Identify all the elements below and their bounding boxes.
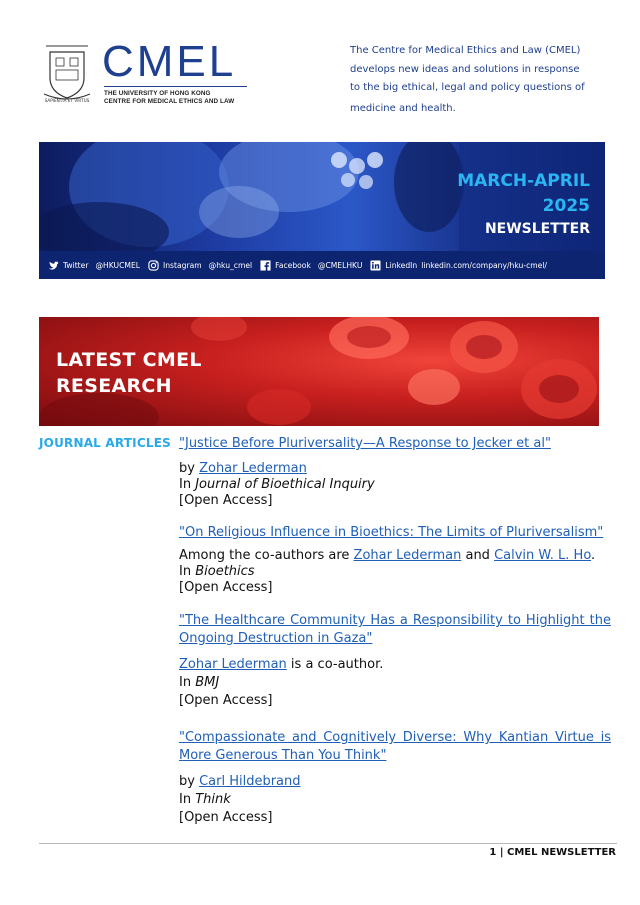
newsletter-banner (39, 142, 605, 251)
linkedin-link[interactable] (370, 260, 547, 271)
linkedin-handle: linkedin.com/company/hku-cmel/ (421, 260, 547, 270)
article-meta (179, 461, 611, 509)
facebook-icon (260, 260, 271, 271)
by-text: by (179, 461, 200, 476)
article-title-link[interactable]: Ongoing Destruction in Gaza" (179, 631, 373, 646)
journal-name: BMJ (195, 675, 220, 690)
hku-crest-logo (42, 42, 92, 104)
article-title-link[interactable]: "Compassionate and Cognitively Diverse: Why Kantian Virtue is (179, 730, 611, 745)
coauthors-prefix: Among the co-authors are (179, 548, 354, 563)
instagram-icon (148, 260, 159, 271)
journal-name: Think (195, 792, 231, 807)
article-item (179, 436, 611, 452)
twitter-icon (48, 260, 59, 271)
research-banner (39, 317, 599, 426)
footer-divider (39, 843, 617, 844)
article-meta (179, 548, 611, 596)
social-links-bar (39, 251, 605, 279)
author-link[interactable]: Calvin W. L. Ho (494, 548, 592, 563)
instagram-label: Instagram (162, 260, 202, 270)
facebook-label: Facebook (275, 260, 311, 270)
open-access-label: [Open Access] (179, 493, 273, 508)
crest-motto: SAPIENTIA ET VIRTUS (44, 98, 90, 103)
journal-name: Journal of Bioethical Inquiry (195, 477, 375, 492)
article-title-link[interactable]: "The Healthcare Community Has a Responsibility to Highlight the (179, 613, 611, 628)
author-link[interactable]: Zohar Lederman (199, 461, 307, 476)
twitter-link[interactable] (48, 260, 140, 271)
article-title-link[interactable]: "On Religious Influence in Bioethics: The Limits of Pluriversalism" (179, 525, 604, 540)
logo-subtitle-centre: CENTRE FOR MEDICAL ETHICS AND LAW (104, 98, 235, 105)
open-access-label: [Open Access] (179, 580, 273, 595)
article-meta (179, 656, 611, 710)
linkedin-icon (370, 260, 381, 271)
in-text: In (179, 477, 196, 492)
logo-subtitle (104, 90, 234, 106)
author-link[interactable]: Carl Hildebrand (199, 774, 301, 789)
facebook-link[interactable] (260, 260, 362, 271)
article-title-link[interactable]: "Justice Before Pluriversality—A Response to Jecker et al" (179, 436, 551, 451)
facebook-handle: @CMELHKU (317, 260, 363, 270)
centre-tagline (350, 42, 610, 118)
linkedin-label: LinkedIn (385, 260, 418, 270)
journal-articles-label: JOURNAL ARTICLES (39, 436, 171, 450)
coauthor-suffix: is a co-author. (286, 657, 384, 672)
author-link[interactable]: Zohar Lederman (179, 657, 287, 672)
logo-divider (104, 86, 247, 87)
twitter-handle: @HKUCMEL (95, 260, 140, 270)
tagline-line: develops new ideas and solutions in response (350, 63, 580, 75)
research-title-line1: LATEST CMEL (56, 349, 202, 371)
period-text: . (591, 548, 596, 563)
logo-subtitle-university: THE UNIVERSITY OF HONG KONG (104, 90, 211, 97)
banner-months: MARCH-APRIL (457, 171, 590, 191)
tagline-line: to the big ethical, legal and policy questions of (350, 82, 585, 93)
tagline-line: medicine and health. (350, 102, 456, 114)
in-text: In (179, 675, 196, 690)
instagram-handle: @hku_cmel (208, 260, 253, 270)
open-access-label: [Open Access] (179, 810, 273, 825)
journal-name: Bioethics (195, 564, 255, 579)
tagline-line: The Centre for Medical Ethics and Law (CMEL) (350, 45, 581, 56)
and-text: and (461, 548, 495, 563)
open-access-label: [Open Access] (179, 693, 273, 708)
banner-newsletter-label: NEWSLETTER (484, 221, 590, 237)
article-item (179, 612, 611, 648)
article-meta (179, 773, 611, 827)
research-banner-title (56, 347, 202, 399)
instagram-link[interactable] (148, 260, 252, 271)
page-footer: 1 | CMEL NEWSLETTER (489, 847, 616, 858)
article-item (179, 525, 611, 541)
author-link[interactable]: Zohar Lederman (353, 548, 462, 563)
cmel-logo-text: CMEL (102, 37, 237, 86)
banner-year: 2025 (542, 196, 590, 216)
article-title-link[interactable]: More Generous Than You Think" (179, 748, 387, 763)
in-text: In (179, 564, 196, 579)
twitter-label: Twitter (63, 260, 89, 270)
in-text: In (179, 792, 196, 807)
research-title-line2: RESEARCH (56, 375, 172, 397)
article-item (179, 729, 611, 765)
by-text: by (179, 774, 200, 789)
